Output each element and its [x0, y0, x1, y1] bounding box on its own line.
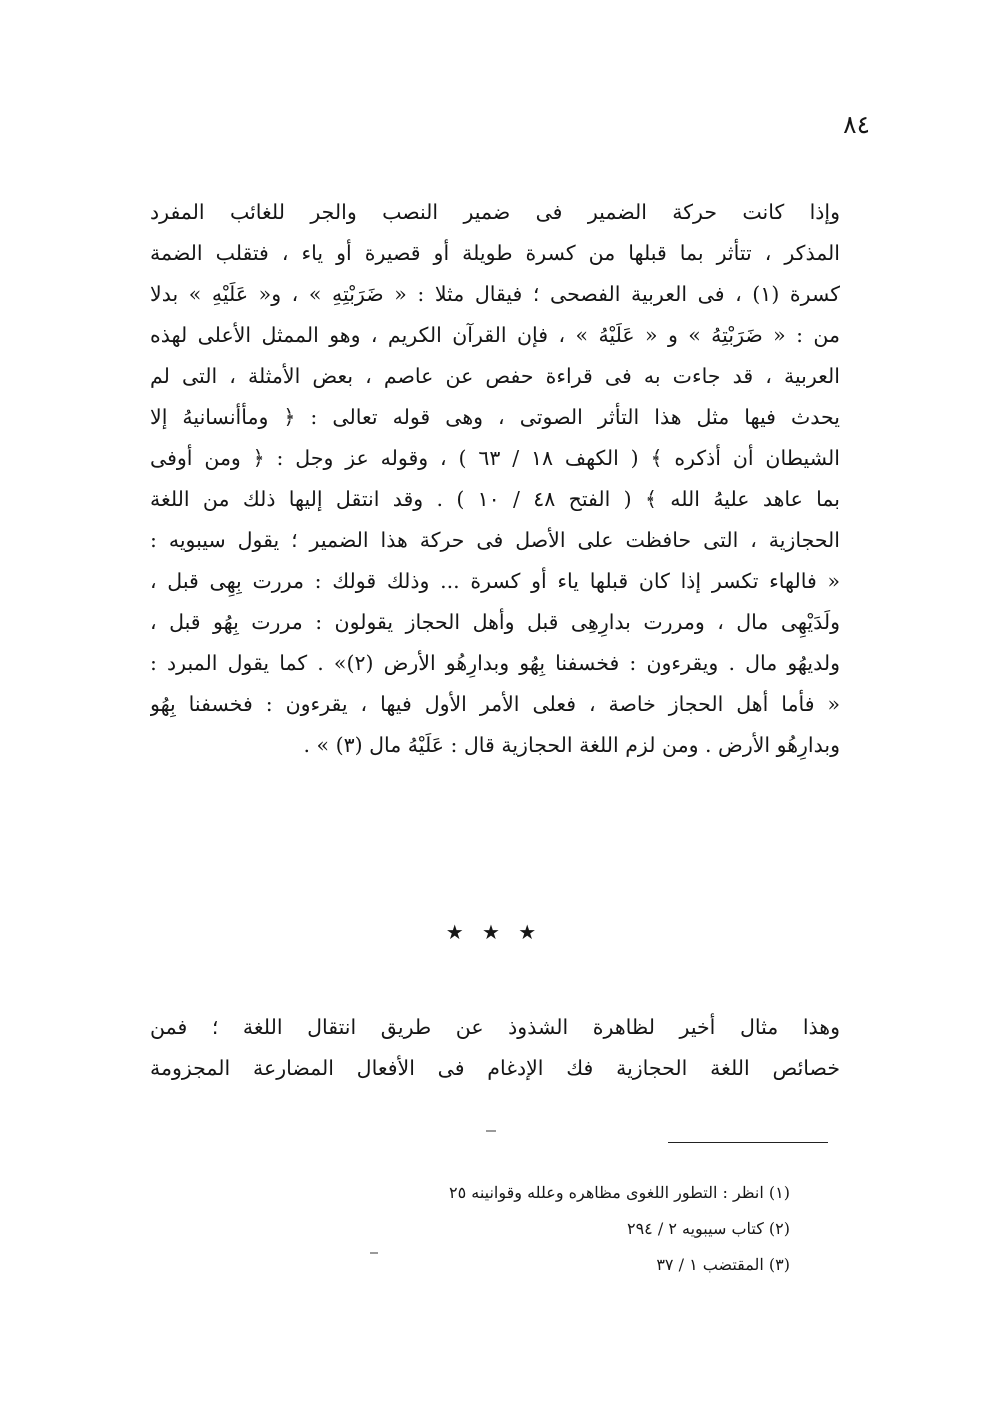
text-line: المذكر ، تتأثر بما قبلها من كسرة طويلة أو قصيرة أو ياء ، فتقلب الضمة — [150, 241, 840, 265]
text-line: خصائص اللغة الحجازية فك الإدغام فى الأفعال المضارعة المجزومة — [150, 1056, 840, 1080]
text-line: « فأما أهل الحجاز خاصة ، فعلى الأمر الأول فيها ، يقرءون : فخسفنا بِهُو — [150, 692, 840, 716]
text-line: يحدث فيها مثل هذا التأثر الصوتى ، وهى قوله تعالى : ﴿ ومأأنسانيهُ إلا — [150, 405, 840, 429]
page-number: ٨٤ — [843, 110, 870, 139]
paragraph-2 — [150, 1007, 840, 1089]
text-line: بما عاهد عليهُ الله ﴾ ( الفتح ٤٨ / ١٠ ) . وقد انتقل إليها ذلك من اللغة — [150, 487, 840, 511]
scan-speck — [370, 1252, 378, 1254]
text-line: ولديهُو مال . ويقرءون : فخسفنا بِهُو وبدارِهُو الأرض (٢)» . كما يقول المبرد : — [150, 651, 840, 675]
text-line: « فالهاء تكسر إذا كان قبلها ياء أو كسرة ... وذلك قولك : مررت بِهِى قبل ، — [150, 569, 840, 593]
footnote-item: (١) انظر : التطور اللغوى مظاهره وعلله وقوانينه ٢٥ — [448, 1183, 790, 1202]
paragraph-1 — [150, 192, 840, 766]
text-line: الحجازية ، التى حافظت على الأصل فى حركة هذا الضمير ؛ يقول سيبويه : — [150, 528, 840, 552]
text-line: ولَدَيْهِى مال ، ومررت بدارِهِى قبل وأهل الحجاز يقولون : مررت بِهُو قبل ، — [150, 610, 840, 634]
section-separator: ★ ★ ★ — [445, 920, 543, 944]
footnotes — [320, 1175, 790, 1283]
footnote-item: (٣) المقتضب ١ / ٣٧ — [656, 1255, 790, 1274]
text-line: كسرة (١) ، فى العربية الفصحى ؛ فيقال مثلا : « ضَرَبْتِهِ » ، و« عَلَيْهِ » بدلا — [150, 282, 840, 306]
text-line: الشيطان أن أذكره ﴾ ( الكهف ١٨ / ٦٣ ) ، وقوله عز وجل : ﴿ ومن أوفى — [150, 446, 840, 470]
footnote-item: (٢) كتاب سيبويه ٢ / ٢٩٤ — [626, 1219, 790, 1238]
text-line: وإذا كانت حركة الضمير فى ضمير النصب والجر للغائب المفرد — [150, 200, 840, 224]
text-line: العربية ، قد جاءت به فى قراءة حفص عن عاصم ، بعض الأمثلة ، التى لم — [150, 364, 840, 388]
footnote-divider — [668, 1142, 828, 1143]
text-line: وبدارِهُو الأرض . ومن لزم اللغة الحجازية قال : عَلَيْهُ مال (٣) » . — [303, 733, 840, 757]
text-line: وهذا مثال أخير لظاهرة الشذوذ عن طريق انتقال اللغة ؛ فمن — [150, 1015, 840, 1039]
text-line: من : « ضَرَبْتِهُ » و « عَلَيْهُ » ، فإن القرآن الكريم ، وهو الممثل الأعلى لهذه — [150, 323, 840, 347]
scan-speck — [486, 1130, 496, 1132]
